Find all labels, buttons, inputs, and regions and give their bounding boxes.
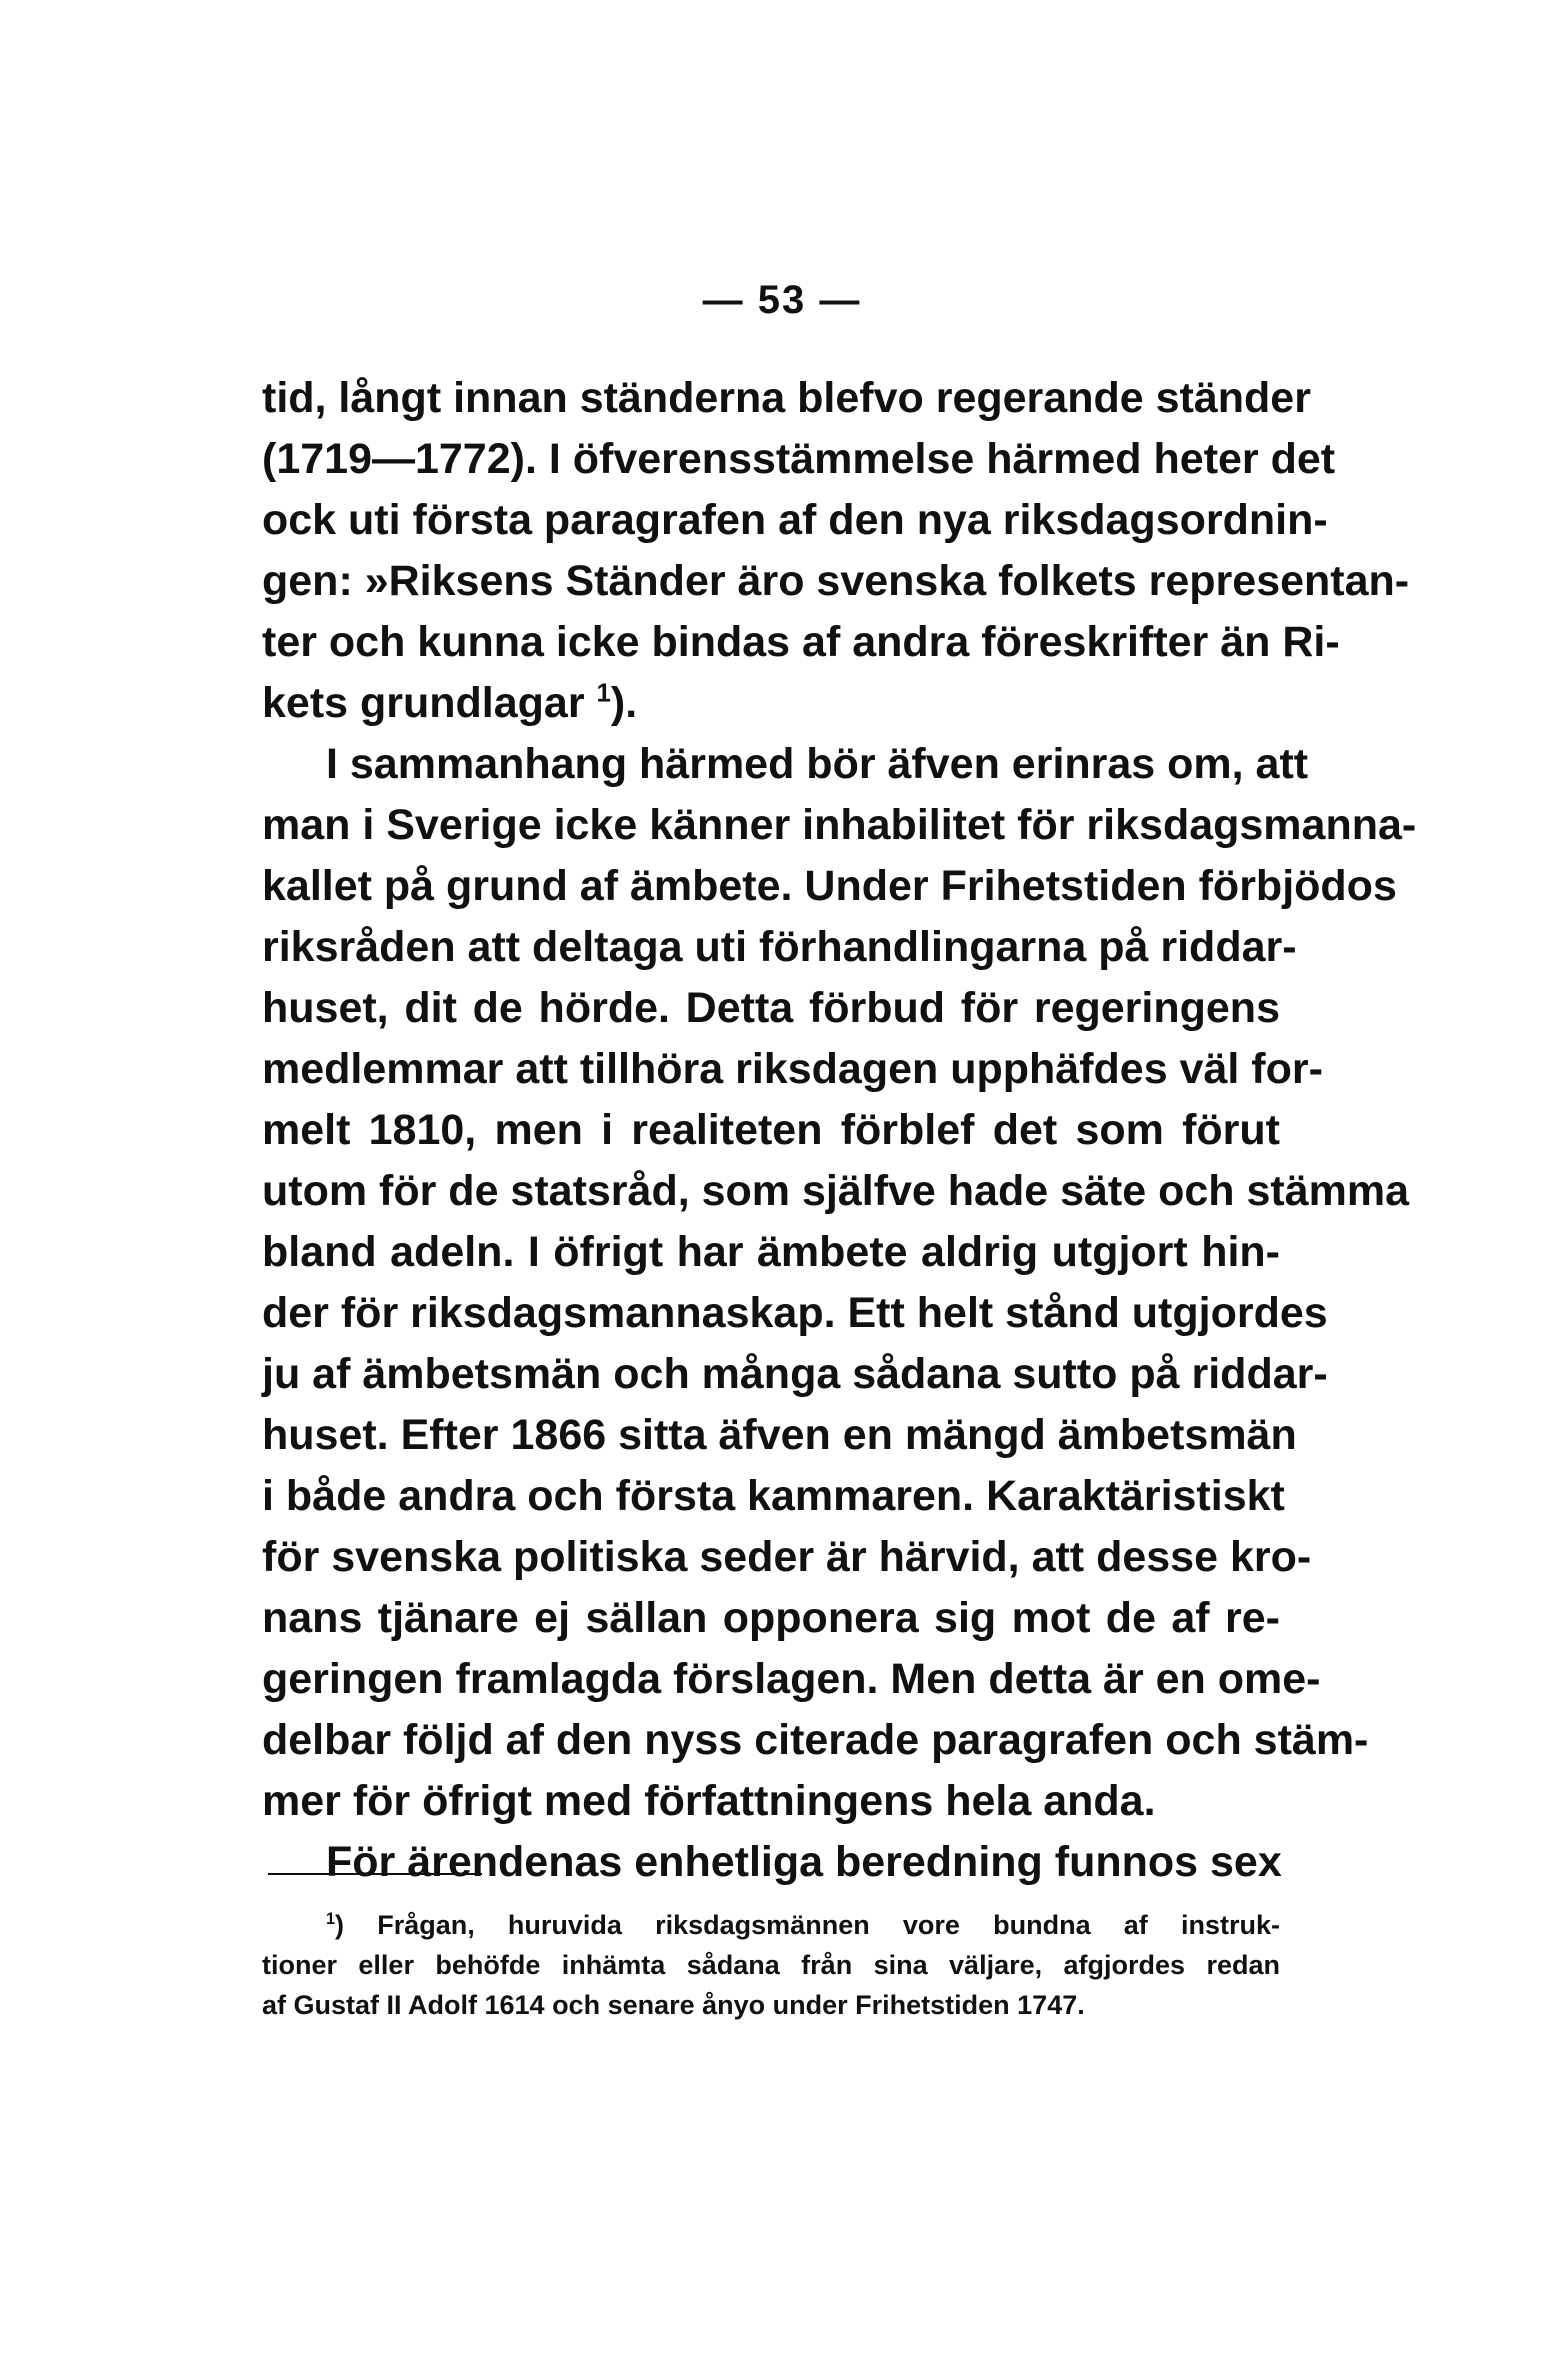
text-line: riksråden att deltaga uti förhandlingarna på riddar- bbox=[262, 923, 1297, 971]
text-line: medlemmar att tillhöra riksdagen upphäfdes väl for- bbox=[262, 1045, 1323, 1093]
text-line: melt 1810, men i realiteten förblef det som förut bbox=[262, 1106, 1280, 1154]
text-line: huset, dit de hörde. Detta förbud för regeringens bbox=[262, 984, 1280, 1032]
text-line: geringen framlagda förslagen. Men detta är en ome- bbox=[262, 1655, 1321, 1703]
text-line: nans tjänare ej sällan opponera sig mot de af re- bbox=[262, 1594, 1280, 1642]
text-line: I sammanhang härmed bör äfven erinras om, att bbox=[326, 740, 1309, 788]
page-number: — 53 — bbox=[702, 278, 862, 322]
text-line-content: kets grundlagar bbox=[262, 679, 585, 727]
text-line: bland adeln. I öfrigt har ämbete aldrig utgjort hin- bbox=[262, 1228, 1280, 1276]
footnote-reference[interactable]: 1 bbox=[596, 679, 611, 708]
text-line: kallet på grund af ämbete. Under Frihetstiden förbjödos bbox=[262, 862, 1397, 910]
body-text bbox=[262, 368, 1417, 1893]
text-line: huset. Efter 1866 sitta äfven en mängd ämbetsmän bbox=[262, 1411, 1297, 1459]
footnote-line: tioner eller behöfde inhämta sådana från sina väljare, afgjordes redan bbox=[262, 1950, 1280, 1980]
footnote-reference-suffix: ). bbox=[610, 679, 638, 727]
text-line: för svenska politiska seder är härvid, att desse kro- bbox=[262, 1533, 1312, 1581]
footnote bbox=[262, 1905, 1280, 2025]
text-line: (1719—1772). I öfverensstämmelse härmed heter det bbox=[262, 435, 1336, 483]
text-line: utom för de statsråd, som själfve hade säte och stämma bbox=[262, 1167, 1410, 1215]
footnote-divider bbox=[268, 1873, 482, 1875]
footnote-line-content: Frågan, huruvida riksdagsmännen vore bundna af instruk- bbox=[377, 1910, 1280, 1940]
text-line: ter och kunna icke bindas af andra föreskrifter än Ri- bbox=[262, 618, 1340, 666]
text-line: mer för öfrigt med författningens hela anda. bbox=[262, 1777, 1156, 1825]
text-line: i både andra och första kammaren. Karaktäristiskt bbox=[262, 1472, 1285, 1520]
text-line: ock uti första paragrafen af den nya riksdagsordnin- bbox=[262, 496, 1328, 544]
footnote-marker: 1 bbox=[326, 1910, 336, 1928]
text-line: tid, långt innan ständerna blefvo regerande ständer bbox=[262, 374, 1311, 422]
text-line: man i Sverige icke känner inhabilitet för riksdagsmanna- bbox=[262, 801, 1417, 849]
text-line: ju af ämbetsmän och många sådana sutto på riddar- bbox=[262, 1350, 1328, 1398]
text-line bbox=[262, 673, 1280, 734]
text-line: gen: »Riksens Ständer äro svenska folkets representan- bbox=[262, 557, 1410, 605]
text-line: delbar följd af den nyss citerade paragrafen och stäm- bbox=[262, 1716, 1369, 1764]
footnote-marker-suffix: ) bbox=[335, 1910, 345, 1940]
text-line: För ärendenas enhetliga beredning funnos sex bbox=[326, 1838, 1282, 1886]
text-line: der för riksdagsmannaskap. Ett helt stånd utgjordes bbox=[262, 1289, 1328, 1337]
footnote-line bbox=[262, 1905, 1280, 1945]
footnote-line: af Gustaf II Adolf 1614 och senare ånyo under Frihetstiden 1747. bbox=[262, 1990, 1085, 2020]
